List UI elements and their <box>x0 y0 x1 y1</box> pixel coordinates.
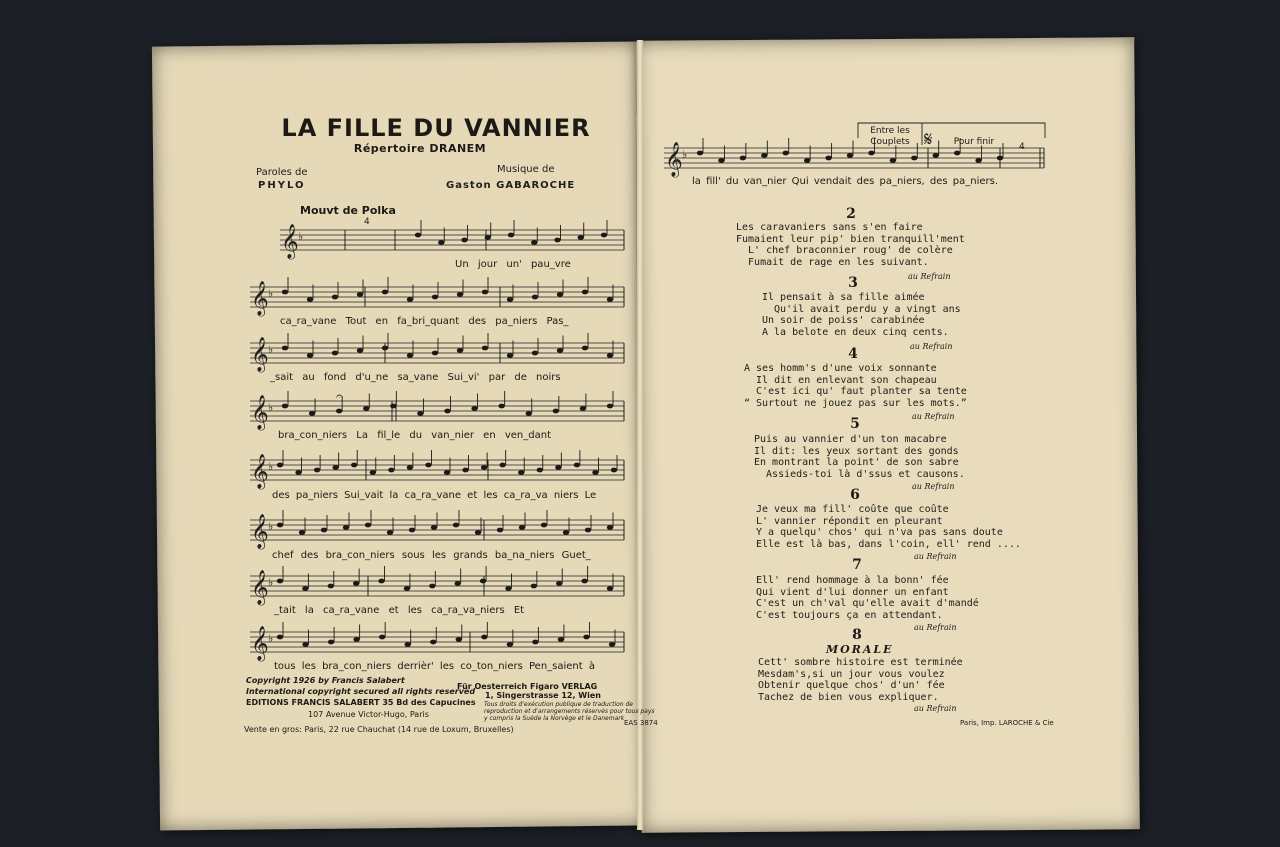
treble-clef-icon: 𝄞 <box>251 454 269 489</box>
editions-line: EDITIONS FRANCIS SALABERT 35 Bd des Capucines <box>246 698 476 707</box>
morale-heading: MORALE <box>826 643 894 656</box>
musique-author: Gaston GABAROCHE <box>446 180 576 191</box>
lyric-line-5: des pa_niers Sui_vait la ca_ra_vane et les ca_ra_va niers Le <box>272 490 597 501</box>
fermata-icon: 𝄐 <box>336 389 343 403</box>
verse-8-number: 8 <box>852 627 862 643</box>
entre-label: Entre les <box>870 126 910 136</box>
verse-3-number: 3 <box>848 275 858 291</box>
flat-icon: ♭ <box>298 230 304 243</box>
verse-4-refrain: au Refrain <box>912 412 955 421</box>
flat-icon: ♭ <box>268 520 274 533</box>
lyric-line-8: tous les bra_con_niers derrièr' les co_ton_niers Pen_saient à <box>274 661 595 672</box>
couplets-label: Couplets <box>870 137 910 147</box>
verse-3-refrain: au Refrain <box>910 342 953 351</box>
treble-clef-icon: 𝄞 <box>251 626 269 661</box>
verse-6-refrain: au Refrain <box>914 552 957 561</box>
verse-4-number: 4 <box>848 346 858 362</box>
verse-2-refrain: au Refrain <box>908 272 951 281</box>
lyric-line-1: Un jour un' pau_vre <box>455 259 571 270</box>
musique-label: Musique de <box>497 164 555 175</box>
rights-note-2: reproduction et d'arrangements réservés pour tous pays <box>484 708 655 715</box>
flat-icon: ♭ <box>268 460 274 473</box>
verse-5-number: 5 <box>850 416 860 432</box>
printer-credit: Paris, Imp. LAROCHE & Cie <box>960 719 1054 727</box>
flat-icon: ♭ <box>268 343 274 356</box>
treble-clef-icon: 𝄞 <box>251 281 269 316</box>
verse-6-text: Je veux ma fill' coûte que coûte L' vannier répondit en pleurant Y a quelqu' chos' qui n'va pas sans doute Elle est là bas, dans l'coin, ell' rend .... <box>756 504 1021 550</box>
song-title: LA FILLE DU VANNIER <box>281 114 591 142</box>
verse-4-text: A ses homm's d'une voix sonnante Il dit en enlevant son chapeau C'est ici qu' faut planter sa tente “ Surtout ne jouez pas sur les mots.” <box>744 363 967 409</box>
address-line: 107 Avenue Victor-Hugo, Paris <box>308 710 429 719</box>
lyric-line-4: bra_con_niers La fil_le du van_nier en ven_dant <box>278 430 551 441</box>
flat-icon: ♭ <box>268 632 274 645</box>
rights-note-1: Tous droits d'exécution publique de traduction de <box>484 701 634 708</box>
verse-5-text: Puis au vannier d'un ton macabre Il dit: les yeux sortant des gonds En montrant la point' de son sabre Assieds-toi là d'ssus et causons. <box>754 434 965 480</box>
flat-icon: ♭ <box>682 148 688 161</box>
verse-7-number: 7 <box>852 557 862 573</box>
treble-clef-icon: 𝄞 <box>665 142 683 177</box>
paroles-author: PHYLO <box>258 180 306 191</box>
segno-icon: 𝄋 <box>924 127 933 151</box>
flat-icon: ♭ <box>268 401 274 414</box>
vente-line: Vente en gros: Paris, 22 rue Chauchat (14 rue de Loxum, Bruxelles) <box>244 725 514 734</box>
austria-line-2: 1, Singerstrasse 12, Wien <box>485 691 601 700</box>
lyric-line-3: _sait au fond d'u_ne sa_vane Sui_vi' par de noirs <box>270 372 561 383</box>
flat-icon: ♭ <box>268 287 274 300</box>
verse-7-text: Ell' rend hommage à la bonn' fée Qui vient d'lui donner un enfant C'est un ch'val qu'elle avait d'mandé C'est toujours ça en attendant. <box>756 575 979 621</box>
treble-clef-icon: 𝄞 <box>251 395 269 430</box>
verse-3-text: Il pensait à sa fille aimée Qu'il avait perdu y a vingt ans Un soir de poiss' carabinée A la belote en deux cinq cents. <box>762 292 961 338</box>
repertoire-line: Répertoire DRANEM <box>353 142 487 155</box>
verse-6-number: 6 <box>850 487 860 503</box>
paroles-label: Paroles de <box>256 167 308 178</box>
rest-count: 4 <box>364 217 370 227</box>
verse-7-refrain: au Refrain <box>914 623 957 632</box>
verse-2-number: 2 <box>846 206 856 222</box>
copyright-line-2: International copyright secured all rights reserved <box>246 687 476 696</box>
austria-line-1: Für Oesterreich Figaro VERLAG <box>457 682 598 691</box>
plate-number: EAS 3874 <box>624 719 658 727</box>
treble-clef-icon: 𝄞 <box>251 514 269 549</box>
rest-count-right: 4 <box>1019 142 1025 152</box>
treble-clef-icon: 𝄞 <box>251 570 269 605</box>
refrain-lyric: la fill' du van_nier Qui vendait des pa_niers, des pa_niers. <box>692 176 999 187</box>
verse-5-refrain: au Refrain <box>912 482 955 491</box>
treble-clef-icon: 𝄞 <box>251 337 269 372</box>
verse-8-text: Cett' sombre histoire est terminée Mesdam's,si un jour vous voulez Obtenir quelque chos' d'un' fée Tachez de bien vous expliquer. <box>758 657 963 703</box>
copyright-line-1: Copyright 1926 by Francis Salabert <box>246 676 405 685</box>
treble-clef-icon: 𝄞 <box>281 224 299 259</box>
rights-note-3: y compris la Suède la Norvège et le Danemark <box>484 715 625 722</box>
lyric-line-6: chef des bra_con_niers sous les grands ba_na_niers Guet_ <box>272 550 591 561</box>
pour-finir-label: Pour finir <box>953 137 995 147</box>
lyric-line-7: _tait la ca_ra_vane et les ca_ra_va_niers Et <box>274 605 525 616</box>
flat-icon: ♭ <box>268 576 274 589</box>
lyric-line-2: ca_ra_vane Tout en fa_bri_quant des pa_niers Pas_ <box>280 316 569 327</box>
tempo-marking: Mouvt de Polka <box>300 204 396 217</box>
verse-2-text: Les caravaniers sans s'en faire Fumaient leur pip' bien tranquill'ment L' chef braconnier roug' de colère Fumait de rage en les suivant. <box>736 222 965 268</box>
verse-8-refrain: au Refrain <box>914 704 957 713</box>
